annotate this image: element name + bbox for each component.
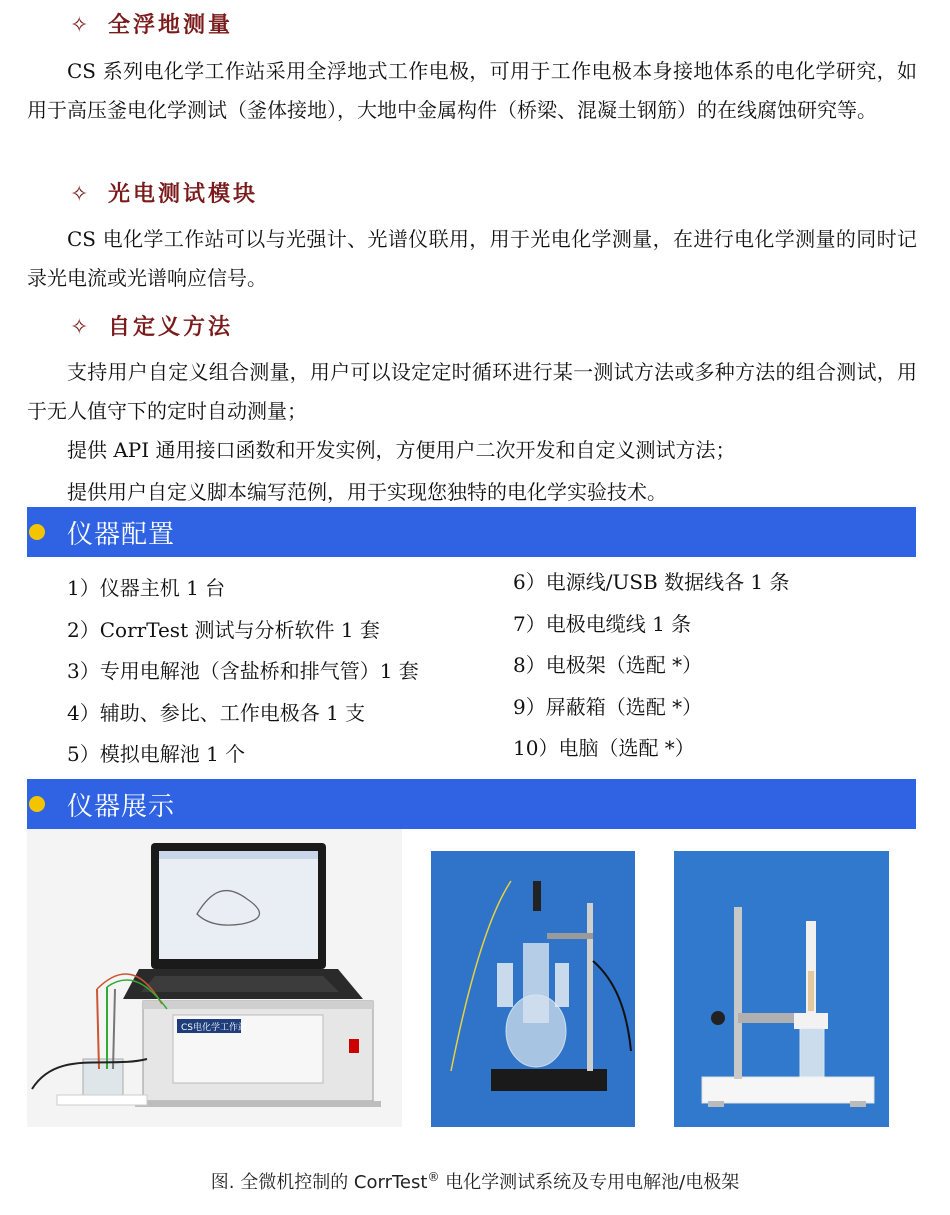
electrode-holder-photo — [674, 851, 889, 1127]
bullet-dot-icon — [29, 524, 45, 540]
paragraph-photoelectric: CS 电化学工作站可以与光强计、光谱仪联用，用于光电化学测量，在进行电化学测量的同时记录光电流或光谱响应信号。 — [27, 227, 917, 290]
electrolytic-cell-photo — [431, 851, 635, 1127]
figure-caption: 图. 全微机控制的 CorrTest® 电化学测试系统及专用电解池/电极架 — [210, 1170, 740, 1193]
star-icon: ✧ — [70, 182, 92, 207]
banner-config — [27, 507, 916, 557]
config-list-left — [67, 572, 419, 780]
star-icon: ✧ — [70, 13, 92, 38]
paragraph-custom-3: 提供用户自定义脚本编写范例，用于实现您独特的电化学实验技术。 — [67, 480, 667, 504]
config-item: 6）电源线/USB 数据线各 1 条 — [513, 570, 790, 594]
config-item: 4）辅助、参比、工作电极各 1 支 — [67, 700, 366, 725]
electrolytic-cell-illustration — [431, 851, 635, 1127]
paragraph-custom-1: 支持用户自定义组合测量，用户可以设定定时循环进行某一测试方法或多种方法的组合测试，用于无人值守下的定时自动测量； — [27, 360, 917, 423]
config-item: 9）屏蔽箱（选配 *） — [513, 694, 703, 719]
banner-config-title: 仪器配置 — [67, 519, 176, 550]
config-item: 3）专用电解池（含盐桥和排气管）1 套 — [67, 659, 419, 683]
device-label: CS电化学工作站 — [181, 1023, 247, 1033]
bullet-dot-icon — [29, 796, 45, 812]
star-icon: ✧ — [70, 315, 92, 340]
banner-display-title: 仪器展示 — [67, 791, 176, 822]
heading-photoelectric: ✧ 光电测试模块 — [70, 181, 259, 207]
config-item: 10）电脑（选配 *） — [513, 736, 695, 760]
config-item: 1）仪器主机 1 台 — [67, 576, 226, 600]
config-item: 5）模拟电解池 1 个 — [67, 742, 246, 766]
heading-custom: ✧ 自定义方法 — [70, 314, 234, 340]
paragraph-floating: CS 系列电化学工作站采用全浮地式工作电极，可用于工作电极本身接地体系的电化学研究，如用于高压釜电化学测试（釜体接地），大地中金属构件（桥梁、混凝土钢筋）的在线腐蚀研究等。 — [27, 59, 917, 122]
config-item: 7）电极电缆线 1 条 — [513, 611, 692, 636]
config-item: 8）电极架（选配 *） — [513, 653, 703, 677]
workstation-photo — [27, 829, 402, 1127]
config-list-right — [513, 566, 790, 774]
heading-floating: ✧ 全浮地测量 — [70, 12, 234, 38]
electrode-holder-illustration — [674, 851, 889, 1127]
paragraph-custom-2: 提供 API 通用接口函数和开发实例，方便用户二次开发和自定义测试方法； — [67, 438, 736, 462]
workstation-illustration — [27, 829, 402, 1127]
registered-mark: ® — [427, 1170, 440, 1184]
banner-display — [27, 779, 916, 829]
config-item: 2）CorrTest 测试与分析软件 1 套 — [67, 617, 380, 642]
